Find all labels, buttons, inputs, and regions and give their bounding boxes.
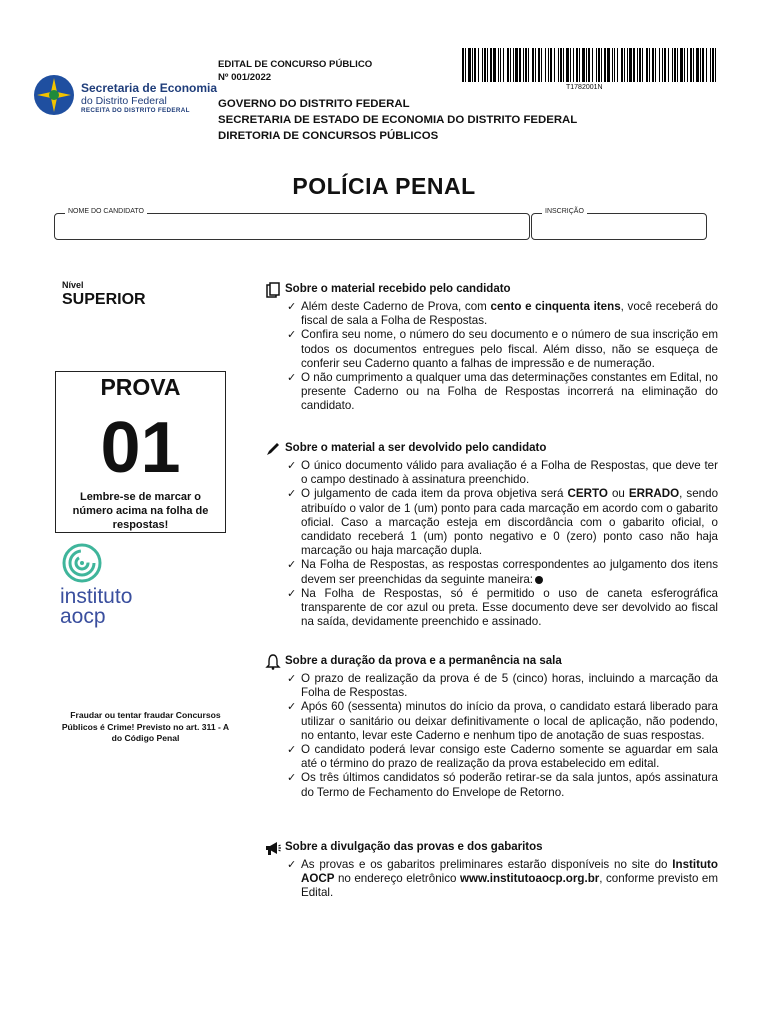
candidate-name-field[interactable] <box>54 208 530 240</box>
barcode-bar <box>696 48 699 82</box>
barcode-bar <box>598 48 600 82</box>
page-title: POLÍCIA PENAL <box>292 173 476 199</box>
gov-line-1: GOVERNO DO DISTRITO FEDERAL <box>218 98 410 110</box>
barcode-bar <box>712 48 714 82</box>
barcode-bar <box>478 48 479 82</box>
list-item: ✓ O candidato poderá levar consigo este Caderno somente se aguardar em sala até o término do prazo de realização da prova estabelecido em edital. <box>287 743 718 771</box>
barcode-bar <box>500 48 501 82</box>
filled-bubble-icon <box>535 576 543 584</box>
barcode-bar <box>550 48 552 82</box>
barcode-bar <box>601 48 602 82</box>
barcode-bar <box>573 48 574 82</box>
barcode-bar <box>498 48 499 82</box>
logo-line-3: RECEITA DO DISTRITO FEDERAL <box>81 107 190 114</box>
barcode-bar <box>690 48 692 82</box>
list-item: ✓ O único documento válido para avaliação é a Folha de Respostas, que deve ter o campo destinado à assinatura preenchido. <box>287 459 718 487</box>
barcode-bar <box>693 48 694 82</box>
edital-info <box>218 58 372 84</box>
barcode-bar <box>617 48 618 82</box>
barcode-bar <box>684 48 685 82</box>
barcode-bar <box>715 48 716 82</box>
list-item: ✓ As provas e os gabaritos preliminares estarão disponíveis no site do Instituto AOCP no endereço eletrônico www.institutoaocp.org.br, conforme previsto em Edital. <box>287 858 718 900</box>
barcode-bar <box>548 48 549 82</box>
barcode-bar <box>659 48 660 82</box>
inscription-label: INSCRIÇÃO <box>542 208 587 215</box>
nivel-value: SUPERIOR <box>62 291 146 308</box>
barcode-bar <box>607 48 610 82</box>
secretaria-logo <box>33 74 223 116</box>
edital-number: Nº 001/2022 <box>218 72 272 83</box>
barcode-bar <box>560 48 562 82</box>
barcode-bar <box>596 48 597 82</box>
barcode-bar <box>487 48 488 82</box>
barcode-bar <box>465 48 466 82</box>
check-icon: ✓ <box>287 673 297 685</box>
check-icon: ✓ <box>287 301 297 313</box>
institute-line-1: instituto <box>60 585 133 608</box>
barcode-bar <box>668 48 669 82</box>
fraud-notice: Fraudar ou tentar fraudar Concursos Públicos é Crime! Previsto no art. 311 - A do Código Penal <box>61 710 230 743</box>
aocp-spiral-icon <box>62 543 102 583</box>
prova-box <box>55 371 226 533</box>
barcode-bar <box>629 48 632 82</box>
barcode-bar <box>576 48 578 82</box>
prova-label: PROVA <box>100 374 181 400</box>
barcode-bar <box>646 48 648 82</box>
gov-line-3: DIRETORIA DE CONCURSOS PÚBLICOS <box>218 130 439 142</box>
barcode-bar <box>523 48 524 82</box>
barcode-bar <box>532 48 534 82</box>
barcode-bar <box>655 48 656 82</box>
barcode-bar <box>545 48 546 82</box>
barcode-bar <box>674 48 676 82</box>
barcode-bar <box>592 48 593 82</box>
list-item: ✓ O não cumprimento a qualquer uma das determinações constantes em Edital, no presente Caderno ou na Folha de Respostas incorrerá na eliminação do candidato. <box>287 371 718 413</box>
check-icon: ✓ <box>287 587 297 600</box>
barcode-bar <box>519 48 521 82</box>
section-material-recebido <box>263 282 718 414</box>
barcode-bar <box>706 48 707 82</box>
barcode-bar <box>614 48 615 82</box>
barcode-bar <box>642 48 643 82</box>
section-title: Sobre o material a ser devolvido pelo candidato <box>285 442 547 454</box>
barcode-bar <box>510 48 511 82</box>
barcode-bar <box>633 48 635 82</box>
section-title: Sobre a duração da prova e a permanência na sala <box>285 655 562 667</box>
list-item: ✓ Na Folha de Respostas, só é permitido o uso de caneta esferográfica transparente de cor azul ou preta. Esse documento deve ser devolvido ao fiscal na saída, devidamente preenchido e assinado. <box>287 586 718 629</box>
pen-icon <box>265 441 281 457</box>
check-icon: ✓ <box>287 701 297 714</box>
barcode-bar <box>468 48 471 82</box>
check-icon: ✓ <box>287 372 297 385</box>
barcode-bar <box>570 48 571 82</box>
barcode-bar <box>710 48 711 82</box>
barcode-bar <box>586 48 587 82</box>
prova-number: 01 <box>100 408 181 488</box>
barcode-bar <box>700 48 701 82</box>
barcode-bar <box>680 48 683 82</box>
brasilia-emblem-icon <box>33 74 75 116</box>
document-copy-icon <box>265 282 281 298</box>
barcode-bar <box>649 48 650 82</box>
megaphone-icon <box>265 840 281 856</box>
check-icon: ✓ <box>287 488 297 501</box>
list-item: ✓ Na Folha de Respostas, as respostas correspondentes ao julgamento dos itens devem ser preenchidas da seguinte maneira: <box>287 558 718 586</box>
barcode-bar <box>566 48 569 82</box>
barcode-bar <box>677 48 678 82</box>
barcode-bar <box>621 48 623 82</box>
barcode-bar <box>563 48 564 82</box>
barcode-bar <box>637 48 638 82</box>
barcode-bar <box>702 48 704 82</box>
list-item: ✓ Confira seu nome, o número do seu documento e o número de sua inscrição em todos os documentos entregues pelo fiscal. Além disso, não se esqueça de conferir seu Caderno quanto a falhas de impressão e de numeração. <box>287 328 718 370</box>
barcode-bar <box>493 48 496 82</box>
check-icon: ✓ <box>287 329 297 342</box>
logo-line-2: do Distrito Federal <box>81 95 167 107</box>
section-title: Sobre a divulgação das provas e dos gabaritos <box>285 841 543 853</box>
institute-line-2: aocp <box>60 605 106 628</box>
gov-line-2: SECRETARIA DE ESTADO DE ECONOMIA DO DISTRITO FEDERAL <box>218 114 578 126</box>
barcode-bar <box>541 48 542 82</box>
section-title: Sobre o material recebido pelo candidato <box>285 283 511 295</box>
barcode-bar <box>582 48 585 82</box>
check-icon: ✓ <box>287 460 297 472</box>
barcode-bar <box>624 48 625 82</box>
barcode-bar <box>627 48 628 82</box>
check-icon: ✓ <box>287 744 297 757</box>
barcode-bar <box>652 48 654 82</box>
barcode-bar <box>672 48 673 82</box>
barcode-bar <box>528 48 529 82</box>
barcode-bar <box>639 48 641 82</box>
list-item: ✓ O prazo de realização da prova é de 5 (cinco) horas, incluindo a marcação da Folha de Respostas. <box>287 672 718 700</box>
inscription-field[interactable] <box>531 208 707 240</box>
barcode-number: T1782001N <box>566 84 603 91</box>
barcode-bar <box>664 48 666 82</box>
barcode-bar <box>588 48 590 82</box>
barcode-bar <box>474 48 476 82</box>
barcode-bar <box>612 48 613 82</box>
barcode-bar <box>490 48 492 82</box>
barcode-bar <box>579 48 580 82</box>
list-item: ✓ O julgamento de cada item da prova objetiva será CERTO ou ERRADO, sendo atribuído o valor de 1 (um) ponto para cada marcação em acordo com o gabarito oficial. Caso a marcação esteja em discordância com o gabarito oficial, o candidato receberá 1 (um) ponto negativo e 0 (zero) ponto caso não haja marcação ou haja marcação dupla. <box>287 487 719 558</box>
barcode-bar <box>472 48 473 82</box>
barcode-bar <box>503 48 504 82</box>
barcode-bar <box>507 48 509 82</box>
nivel-label: Nível <box>62 280 84 290</box>
list-item: ✓ Além deste Caderno de Prova, com cento e cinquenta itens, você receberá do fiscal de sala a Folha de Respostas. <box>287 300 718 328</box>
section-divulgacao <box>263 840 718 901</box>
check-icon: ✓ <box>287 772 297 785</box>
section-material-devolvido <box>263 441 718 629</box>
candidate-name-label: NOME DO CANDIDATO <box>65 208 147 215</box>
barcode-bar <box>535 48 536 82</box>
barcode-bar <box>687 48 688 82</box>
barcode-bar <box>462 48 464 82</box>
check-icon: ✓ <box>287 859 297 871</box>
government-header <box>218 96 577 144</box>
barcode-bar <box>538 48 540 82</box>
prova-note: Lembre-se de marcar o número acima na folha de respostas! <box>72 491 209 531</box>
barcode-bar <box>515 48 518 82</box>
barcode <box>462 48 716 82</box>
barcode-bar <box>513 48 514 82</box>
edital-title: EDITAL DE CONCURSO PÚBLICO <box>218 59 373 70</box>
instituto-aocp-logo <box>60 543 160 628</box>
barcode-bar <box>604 48 606 82</box>
list-item: ✓ Os três últimos candidatos só poderão retirar-se da sala juntos, após assinatura do Termo de Fechamento do Envelope de Retorno. <box>287 771 718 799</box>
barcode-bar <box>554 48 555 82</box>
logo-line-1: Secretaria de Economia <box>81 81 218 95</box>
bell-icon <box>265 654 281 670</box>
barcode-bar <box>484 48 486 82</box>
barcode-bar <box>662 48 663 82</box>
barcode-bar <box>558 48 559 82</box>
list-item: ✓ Após 60 (sessenta) minutos do início da prova, o candidato estará liberado para utilizar o sanitário ou deixar definitivamente o local de aplicação, não podendo, no entanto, levar este Caderno e nenhum tipo de anotação de suas respostas. <box>287 700 718 742</box>
section-duracao <box>263 654 718 800</box>
check-icon: ✓ <box>287 559 297 572</box>
barcode-bar <box>482 48 483 82</box>
barcode-bar <box>525 48 527 82</box>
